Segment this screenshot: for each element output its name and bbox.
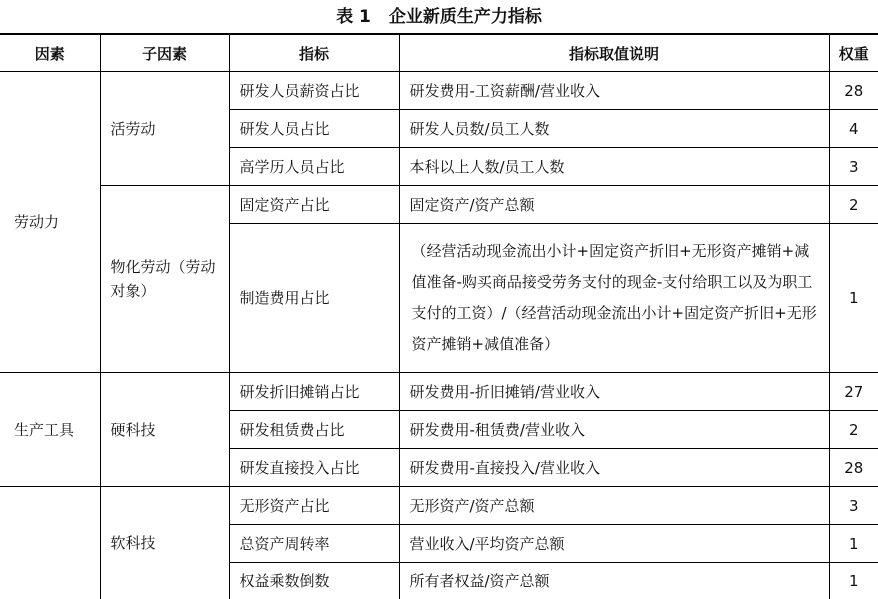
weight-cell: 28 xyxy=(829,449,878,487)
table-title-text: 企业新质生产力指标 xyxy=(389,7,542,27)
description-cell: （经营活动现金流出小计+固定资产折旧+无形资产摊销+减值准备-购买商品接受劳务支付的现金-支付给职工以及为职工支付的工资）/（经营活动现金流出小计+固定资产折旧+无形资产摊销+减值准备） xyxy=(399,224,829,373)
table-row xyxy=(0,373,878,411)
subfactor-cell: 硬科技 xyxy=(100,373,229,487)
description-cell: 营业收入/平均资产总额 xyxy=(399,525,829,563)
description-cell: 所有者权益/资产总额 xyxy=(399,563,829,599)
subfactor-cell: 软科技 xyxy=(100,487,229,599)
description-cell: 研发费用-租赁费/营业收入 xyxy=(399,411,829,449)
header-factor: 因素 xyxy=(0,34,100,72)
table-title xyxy=(0,4,878,30)
weight-cell: 28 xyxy=(829,72,878,110)
table-row xyxy=(0,487,878,525)
indicator-cell: 总资产周转率 xyxy=(229,525,399,563)
indicator-cell: 研发租赁费占比 xyxy=(229,411,399,449)
indicator-table xyxy=(0,33,878,599)
description-cell: 研发人员数/员工人数 xyxy=(399,110,829,148)
indicator-cell: 研发直接投入占比 xyxy=(229,449,399,487)
table-number: 表 1 xyxy=(336,7,371,27)
indicator-cell: 制造费用占比 xyxy=(229,224,399,373)
indicator-cell: 研发折旧摊销占比 xyxy=(229,373,399,411)
weight-cell: 3 xyxy=(829,148,878,186)
indicator-cell: 无形资产占比 xyxy=(229,487,399,525)
subfactor-cell: 物化劳动（劳动对象） xyxy=(100,186,229,373)
description-cell: 固定资产/资产总额 xyxy=(399,186,829,224)
weight-cell: 1 xyxy=(829,224,878,373)
header-indicator: 指标 xyxy=(229,34,399,72)
description-cell: 研发费用-工资薪酬/营业收入 xyxy=(399,72,829,110)
weight-cell: 1 xyxy=(829,525,878,563)
indicator-cell: 固定资产占比 xyxy=(229,186,399,224)
weight-cell: 3 xyxy=(829,487,878,525)
table-row xyxy=(0,186,878,224)
header-weight: 权重 xyxy=(829,34,878,72)
indicator-cell: 权益乘数倒数 xyxy=(229,563,399,599)
indicator-cell: 高学历人员占比 xyxy=(229,148,399,186)
description-cell: 研发费用-直接投入/营业收入 xyxy=(399,449,829,487)
table-row xyxy=(0,72,878,110)
description-cell: 无形资产/资产总额 xyxy=(399,487,829,525)
factor-cell: 劳动力 xyxy=(0,72,100,373)
weight-cell: 2 xyxy=(829,186,878,224)
indicator-cell: 研发人员占比 xyxy=(229,110,399,148)
description-cell: 本科以上人数/员工人数 xyxy=(399,148,829,186)
subfactor-cell: 活劳动 xyxy=(100,72,229,186)
factor-cell-empty xyxy=(0,487,100,599)
weight-cell: 1 xyxy=(829,563,878,599)
header-row xyxy=(0,34,878,72)
description-cell: 研发费用-折旧摊销/营业收入 xyxy=(399,373,829,411)
weight-cell: 27 xyxy=(829,373,878,411)
indicator-cell: 研发人员薪资占比 xyxy=(229,72,399,110)
factor-cell: 生产工具 xyxy=(0,373,100,487)
weight-cell: 2 xyxy=(829,411,878,449)
header-description: 指标取值说明 xyxy=(399,34,829,72)
header-subfactor: 子因素 xyxy=(100,34,229,72)
weight-cell: 4 xyxy=(829,110,878,148)
